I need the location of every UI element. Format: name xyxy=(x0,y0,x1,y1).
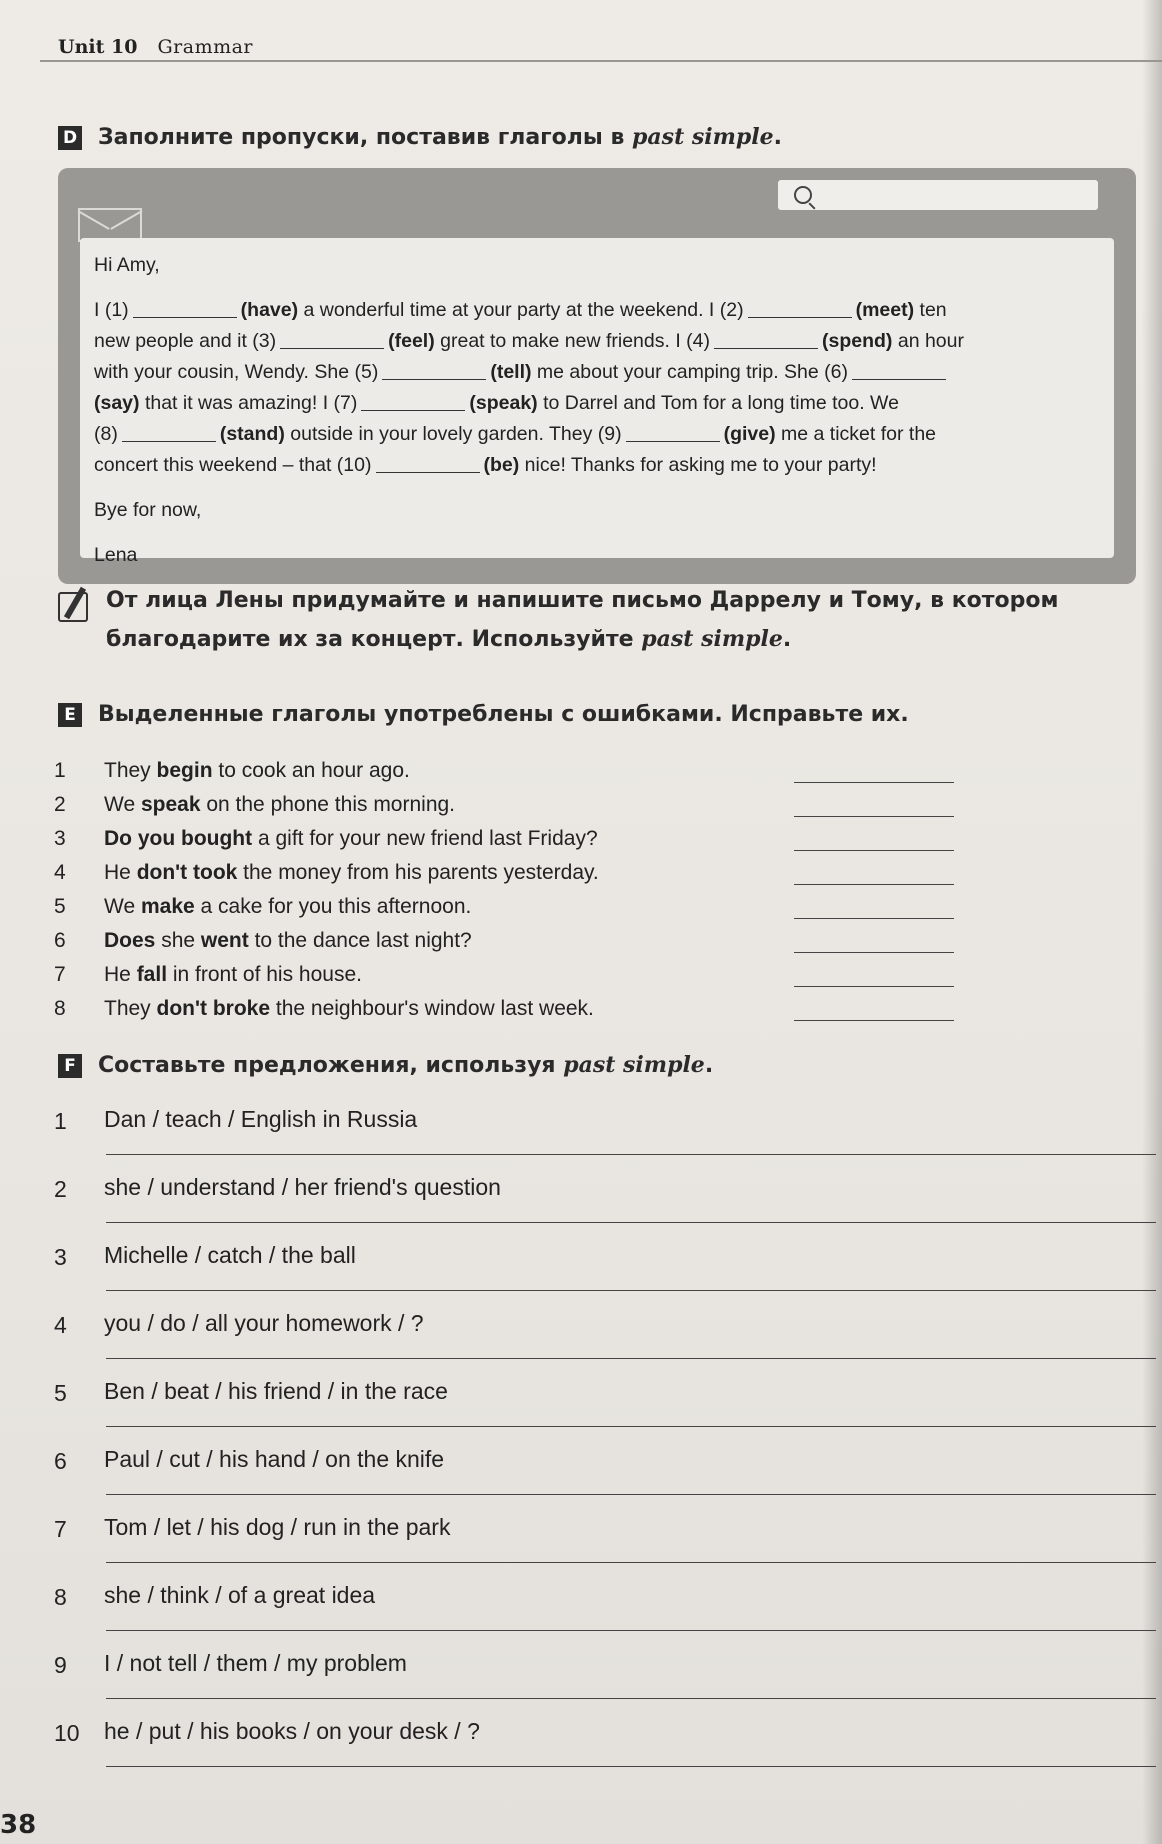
item-prompt: Dan / teach / English in Russia xyxy=(104,1106,418,1132)
answer-line[interactable] xyxy=(794,918,954,919)
answer-line[interactable] xyxy=(794,1020,954,1021)
pencil-icon xyxy=(58,592,88,622)
email-text: an hour xyxy=(892,330,964,352)
item-prompt: Paul / cut / his hand / on the knife xyxy=(104,1446,445,1472)
task-d-letter: D xyxy=(58,126,82,150)
sentence-text: she xyxy=(155,929,201,952)
sentence-text: a cake for you this afternoon. xyxy=(194,895,472,918)
error-verb: don't took xyxy=(136,861,238,884)
email-signature: Lena xyxy=(94,544,138,566)
sentence-text: the neighbour's window last week. xyxy=(270,997,594,1020)
item-number: 10 xyxy=(54,1720,80,1746)
writing-task xyxy=(58,582,1058,659)
search-icon xyxy=(794,186,812,204)
sentence-text: on the phone this morning. xyxy=(200,793,456,816)
task-f-item xyxy=(54,1714,1154,1782)
email-text: ten xyxy=(914,299,947,321)
email-text: to Darrel and Tom for a long time too. We xyxy=(537,392,899,414)
email-search-bar xyxy=(778,180,1098,210)
writing-task-text: благодарите их за концерт. Используйте xyxy=(106,627,642,652)
answer-line[interactable] xyxy=(106,1494,1156,1495)
task-e-item xyxy=(54,890,1154,924)
item-sentence xyxy=(104,992,594,1026)
task-f-item xyxy=(54,1102,1154,1170)
blank-10[interactable] xyxy=(376,454,480,473)
task-f-item xyxy=(54,1238,1154,1306)
answer-line[interactable] xyxy=(794,952,954,953)
sentence-text: to cook an hour ago. xyxy=(212,759,410,782)
item-prompt: Tom / let / his dog / run in the park xyxy=(104,1514,451,1540)
sentence-text: in front of his house. xyxy=(167,963,362,986)
task-e-item xyxy=(54,822,1154,856)
email-body xyxy=(80,238,1114,566)
item-sentence xyxy=(104,788,455,822)
item-sentence xyxy=(104,958,362,992)
writing-task-em: past simple xyxy=(641,626,783,652)
sentence-text: We xyxy=(104,793,141,816)
email-greeting: Hi Amy, xyxy=(94,254,160,276)
item-number: 6 xyxy=(54,1448,67,1474)
item-number: 1 xyxy=(54,759,66,782)
blank-3[interactable] xyxy=(280,330,384,349)
task-e-instruction: Выделенные глаголы употреблены с ошибками. Исправьте их. xyxy=(98,702,909,727)
verb-meet: (meet) xyxy=(855,299,915,321)
task-d-heading xyxy=(58,124,782,150)
task-d-instruction-em: past simple xyxy=(632,124,774,150)
item-number: 5 xyxy=(54,895,66,918)
verb-feel: (feel) xyxy=(388,330,435,352)
error-verb: make xyxy=(140,895,195,918)
error-verb: speak xyxy=(140,793,201,816)
answer-line[interactable] xyxy=(106,1358,1156,1359)
item-number: 6 xyxy=(54,929,66,952)
item-number: 8 xyxy=(54,997,66,1020)
task-f-instruction-end: . xyxy=(704,1053,714,1078)
email-text: a wonderful time at your party at the weekend. I (2) xyxy=(298,299,744,321)
email-frame xyxy=(58,168,1136,584)
verb-give: (give) xyxy=(723,423,776,445)
task-e-letter: E xyxy=(58,703,82,727)
task-e-list xyxy=(54,754,1154,1026)
email-text: outside in your lovely garden. They (9) xyxy=(284,423,622,445)
email-text: me a ticket for the xyxy=(775,423,937,445)
item-number: 7 xyxy=(54,963,66,986)
verb-spend: (spend) xyxy=(822,330,893,352)
email-text: new people and it (3) xyxy=(94,330,277,352)
email-line-5 xyxy=(94,419,1100,450)
task-e-heading xyxy=(58,702,909,727)
task-e-item xyxy=(54,788,1154,822)
item-prompt: I / not tell / them / my problem xyxy=(104,1650,407,1676)
email-line-6 xyxy=(94,450,1100,481)
writing-task-line-2 xyxy=(106,620,1058,659)
task-f-item xyxy=(54,1170,1154,1238)
email-line-4 xyxy=(94,388,1100,419)
task-f-heading xyxy=(58,1052,713,1078)
item-prompt: she / think / of a great idea xyxy=(104,1582,376,1608)
item-prompt: you / do / all your homework / ? xyxy=(104,1310,424,1336)
blank-8[interactable] xyxy=(122,423,216,442)
blank-7[interactable] xyxy=(361,392,465,411)
task-f-item xyxy=(54,1306,1154,1374)
verb-say: (say) xyxy=(94,392,140,414)
answer-line[interactable] xyxy=(794,850,954,851)
error-verb: don't broke xyxy=(156,997,271,1020)
answer-line[interactable] xyxy=(106,1562,1156,1563)
blank-2[interactable] xyxy=(748,299,852,318)
sentence-text: We xyxy=(104,895,141,918)
item-prompt: Ben / beat / his friend / in the race xyxy=(104,1378,448,1404)
task-f-item xyxy=(54,1646,1154,1714)
verb-speak: (speak) xyxy=(469,392,538,414)
email-text: great to make new friends. I (4) xyxy=(434,330,711,352)
email-text: that it was amazing! I (7) xyxy=(139,392,358,414)
envelope-icon xyxy=(78,208,142,242)
task-f-item xyxy=(54,1374,1154,1442)
answer-line[interactable] xyxy=(106,1426,1156,1427)
header-divider xyxy=(40,60,1162,62)
answer-line[interactable] xyxy=(106,1766,1156,1767)
sentence-text: He xyxy=(104,861,137,884)
page-number: 38 xyxy=(0,1810,37,1840)
item-prompt: she / understand / her friend's question xyxy=(104,1174,501,1200)
item-sentence xyxy=(104,822,598,856)
error-verb: begin xyxy=(156,759,213,782)
item-number: 3 xyxy=(54,827,66,850)
email-text: (8) xyxy=(94,423,118,445)
writing-task-line-1: От лица Лены придумайте и напишите письмо Даррелу и Тому, в котором xyxy=(106,588,1059,613)
answer-line[interactable] xyxy=(106,1630,1156,1631)
email-line-2 xyxy=(94,326,1100,357)
task-d-instruction: Заполните пропуски, поставив глаголы в xyxy=(98,125,633,150)
verb-stand: (stand) xyxy=(219,423,285,445)
task-e-item xyxy=(54,958,1154,992)
email-text: I (1) xyxy=(94,299,129,321)
blank-5[interactable] xyxy=(382,361,486,380)
email-text: with your cousin, Wendy. She (5) xyxy=(94,361,379,383)
email-text: concert this weekend – that (10) xyxy=(94,454,372,476)
error-verb: fall xyxy=(136,963,168,986)
error-verb: Do you bought xyxy=(104,827,253,850)
item-number: 4 xyxy=(54,861,66,884)
task-d-instruction-end: . xyxy=(773,125,783,150)
answer-line[interactable] xyxy=(106,1222,1156,1223)
item-number: 7 xyxy=(54,1516,67,1542)
answer-line[interactable] xyxy=(794,782,954,783)
item-sentence xyxy=(104,924,472,958)
answer-line[interactable] xyxy=(794,884,954,885)
sentence-text: They xyxy=(104,759,157,782)
item-number: 5 xyxy=(54,1380,67,1406)
item-prompt: he / put / his books / on your desk / ? xyxy=(104,1718,480,1744)
item-number: 4 xyxy=(54,1312,67,1338)
sentence-text: He xyxy=(104,963,137,986)
email-line-3 xyxy=(94,357,1100,388)
error-verb: went xyxy=(200,929,249,952)
writing-task-end: . xyxy=(782,627,792,652)
task-e-item xyxy=(54,754,1154,788)
item-sentence xyxy=(104,754,410,788)
item-number: 8 xyxy=(54,1584,67,1610)
task-f-list xyxy=(54,1102,1154,1782)
blank-6[interactable] xyxy=(852,361,946,380)
task-f-letter: F xyxy=(58,1054,82,1078)
email-text: me about your camping trip. She (6) xyxy=(531,361,848,383)
answer-line[interactable] xyxy=(106,1290,1156,1291)
page-header xyxy=(58,36,253,58)
verb-tell: (tell) xyxy=(490,361,532,383)
section-label: Grammar xyxy=(157,36,254,58)
email-line-1 xyxy=(94,295,1100,326)
answer-line[interactable] xyxy=(794,986,954,987)
answer-line[interactable] xyxy=(794,816,954,817)
task-e-item xyxy=(54,992,1154,1026)
task-f-instruction-em: past simple xyxy=(563,1052,705,1078)
blank-4[interactable] xyxy=(714,330,818,349)
unit-label: Unit 10 xyxy=(58,36,138,58)
task-f-item xyxy=(54,1578,1154,1646)
item-number: 9 xyxy=(54,1652,67,1678)
sentence-text: the money from his parents yesterday. xyxy=(237,861,599,884)
error-verb: Does xyxy=(104,929,156,952)
sentence-text: They xyxy=(104,997,157,1020)
item-sentence xyxy=(104,856,599,890)
verb-be: (be) xyxy=(483,454,520,476)
task-f-instruction: Составьте предложения, используя xyxy=(98,1053,564,1078)
task-f-item xyxy=(54,1442,1154,1510)
task-f-item xyxy=(54,1510,1154,1578)
answer-line[interactable] xyxy=(106,1154,1156,1155)
sentence-text: to the dance last night? xyxy=(248,929,472,952)
sentence-text: a gift for your new friend last Friday? xyxy=(252,827,598,850)
task-e-item xyxy=(54,856,1154,890)
item-number: 1 xyxy=(54,1108,67,1134)
email-signoff: Bye for now, xyxy=(94,499,202,521)
verb-have: (have) xyxy=(240,299,299,321)
item-sentence xyxy=(104,890,471,924)
task-e-item xyxy=(54,924,1154,958)
item-number: 2 xyxy=(54,1176,67,1202)
item-number: 2 xyxy=(54,793,66,816)
answer-line[interactable] xyxy=(106,1698,1156,1699)
email-text: nice! Thanks for asking me to your party! xyxy=(519,454,877,476)
item-number: 3 xyxy=(54,1244,67,1270)
blank-9[interactable] xyxy=(626,423,720,442)
blank-1[interactable] xyxy=(133,299,237,318)
item-prompt: Michelle / catch / the ball xyxy=(104,1242,356,1268)
